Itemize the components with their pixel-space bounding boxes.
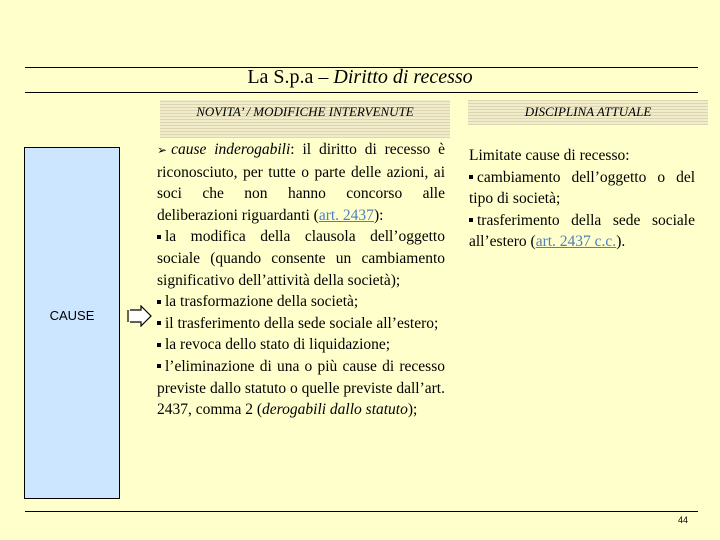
square-bullet-icon — [157, 321, 161, 325]
cause-box — [24, 147, 120, 499]
novita-bullet-2 — [157, 291, 445, 313]
disciplina-intro: Limitate cause di recesso: — [469, 147, 630, 164]
title-subtitle: Diritto di recesso — [333, 66, 473, 88]
bullet-end: ); — [407, 401, 418, 419]
bullet-text: cambiamento dell’oggetto o del tipo di società; — [469, 168, 695, 208]
novita-intro — [157, 139, 445, 226]
disciplina-bullet-2 — [469, 210, 695, 253]
bullet-text: il trasferimento della sede sociale all’estero; — [165, 314, 439, 332]
art-2437-link[interactable]: art. 2437 — [318, 206, 374, 224]
novita-bullet-3 — [157, 313, 445, 335]
title-dash: – — [318, 66, 334, 88]
square-bullet-icon — [157, 364, 161, 368]
page-number: 44 — [678, 515, 689, 525]
bottom-rule — [25, 511, 698, 512]
square-bullet-icon — [469, 175, 473, 179]
bullet-italic: derogabili dallo statuto — [262, 401, 408, 419]
novita-text — [157, 139, 445, 421]
intro-rest: : il diritto di recesso è riconosciuto, per tutte o parte delle azioni, ai soci che non hanno concorso alle deliberazioni riguardanti ( — [157, 141, 446, 224]
bullet-end: ). — [616, 233, 626, 251]
square-bullet-icon — [157, 300, 161, 304]
bullet-text: la modifica della clausola dell’oggetto sociale (quando consente un cambiamento significativo dell’attività della società); — [157, 228, 445, 289]
chevron-right-icon: ➢ — [157, 143, 168, 157]
disciplina-bullet-1 — [469, 167, 695, 210]
intro-italic: cause inderogabili — [171, 141, 291, 158]
intro-end: ): — [373, 206, 384, 224]
header-disciplina: DISCIPLINA ATTUALE — [468, 100, 708, 125]
title-underline — [25, 92, 698, 93]
bullet-text: la revoca dello stato di liquidazione; — [165, 336, 391, 354]
cause-label: CAUSE — [49, 308, 95, 323]
novita-bullet-4 — [157, 334, 445, 356]
square-bullet-icon — [469, 218, 473, 222]
right-arrow-icon — [127, 305, 153, 327]
square-bullet-icon — [157, 343, 161, 347]
novita-bullet-5 — [157, 356, 445, 421]
title-main: La S.p.a — [247, 66, 319, 88]
square-bullet-icon — [157, 235, 161, 239]
bullet-text: la trasformazione della società; — [165, 293, 359, 311]
novita-bullet-1 — [157, 226, 445, 291]
art-2437-cc-link[interactable]: art. 2437 c.c. — [535, 233, 617, 251]
page-title — [0, 66, 720, 89]
header-novita: NOVITA’ / MODIFICHE INTERVENUTE — [160, 100, 450, 138]
disciplina-text — [469, 145, 695, 253]
bullet-text: l’eliminazione di una o più cause di recesso previste dallo statuto o quelle previste dall’art. 2437, comma 2 ( — [157, 357, 445, 419]
bullet-text: trasferimento della sede sociale all’estero ( — [469, 211, 695, 251]
